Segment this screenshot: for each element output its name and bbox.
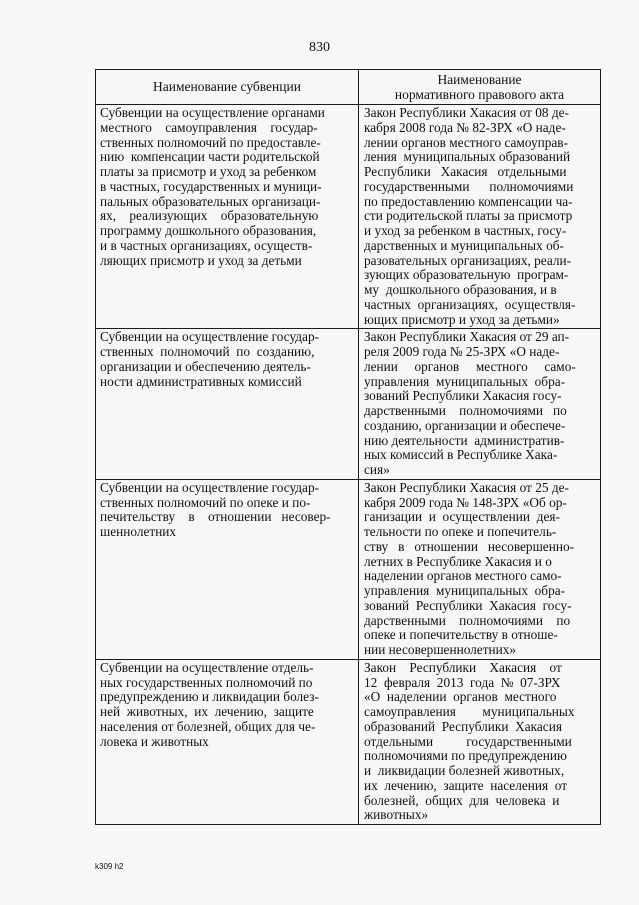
subvention-text: Субвенции на осуществление отдель- ных государственных полномочий по предупреждению и ликвидации болез- ней животных, их лечению, защите населения от болезней, общих для че- ловека и животных xyxy=(100,659,319,749)
table-row xyxy=(96,659,601,824)
legal-act-text: Закон Республики Хакасия от 08 де- кабря 2008 года № 82-ЗРХ «О наде- лении органов местного самоуправ- ления муниципальных образований Республики Хакасия отдельными государственными полномочиями по предоставлению компенсации ча- сти родительской платы за присмотр и уход за ребенком в частных, госу- дарственных и муниципальных об- разовательных организациях, реали- зующих образовательную програм- му дошкольного образования, и в частных организациях, осуществля- ющих присмотр и уход за детьми» xyxy=(364,105,576,327)
legal-act-cell xyxy=(359,659,601,824)
subventions-table xyxy=(95,69,601,825)
footer-code: k309 h2 xyxy=(95,862,124,871)
table-header-row xyxy=(96,70,601,105)
table-row xyxy=(96,105,601,329)
subvention-text: Субвенции на осуществление государ- ственных полномочий по созданию, организации и обеспечению деятель- ности административных комиссий xyxy=(100,329,320,389)
page-number: 830 xyxy=(309,40,330,55)
subvention-cell xyxy=(96,105,359,329)
subvention-cell xyxy=(96,479,359,659)
header-subvention-label: Наименование субвенции xyxy=(153,79,301,94)
legal-act-text: Закон Республики Хакасия от 25 де- кабря 2009 года № 148-ЗРХ «Об ор- ганизации и осуществлении дея- тельности по опеке и попечитель- ству в отношении несовершенно- летних в Республике Хакасия и о наделении органов местного само- управления муниципальных обра- зований Республики Хакасия госу- дарственными полномочиями по опеке и попечительству в отноше- нии несовершеннолетних» xyxy=(364,479,575,657)
legal-act-cell xyxy=(359,105,601,329)
legal-act-text: Закон Республики Хакасия от 12 февраля 2013 года № 07-ЗРХ «О наделении органов местного самоуправления муниципальных образований Республики Хакасия отдельными государственными полномочиями по предупреждению и ликвидации болезней животных, их лечению, защите населения от болезней, общих для человека и животных» xyxy=(364,659,575,823)
header-legal-act xyxy=(359,70,601,105)
table-row xyxy=(96,329,601,480)
legal-act-cell xyxy=(359,329,601,480)
subvention-cell xyxy=(96,659,359,824)
legal-act-cell xyxy=(359,479,601,659)
subvention-text: Субвенции на осуществление государ- ственных полномочий по опеке и по- печительству в отношении несовер- шеннолетних xyxy=(100,479,331,539)
header-legal-act-line1: Наименование xyxy=(437,72,522,87)
subvention-text: Субвенции на осуществление органами местного самоуправления государ- ственных полномочий по предоставле- нию компенсации части родительской платы за присмотр и уход за ребенком в частных, государственных и муници- пальных образовательных организаци- ях, реализующих образовательную программу дошкольного образования, и в частных организациях, осуществ- ляющих присмотр и уход за детьми xyxy=(100,105,325,268)
subvention-cell xyxy=(96,329,359,480)
header-legal-act-line2: нормативного правового акта xyxy=(394,87,565,102)
header-subvention-name xyxy=(96,70,359,105)
table-row xyxy=(96,479,601,659)
legal-act-text: Закон Республики Хакасия от 29 ап- реля 2009 года № 25-ЗРХ «О наде- лении органов местного само- управления муниципальных обра- зований Республики Хакасия госу- дарственными полномочиями по созданию, организации и обеспече- нию деятельности административ- ных комиссий в Республике Хака- сия» xyxy=(364,329,576,477)
